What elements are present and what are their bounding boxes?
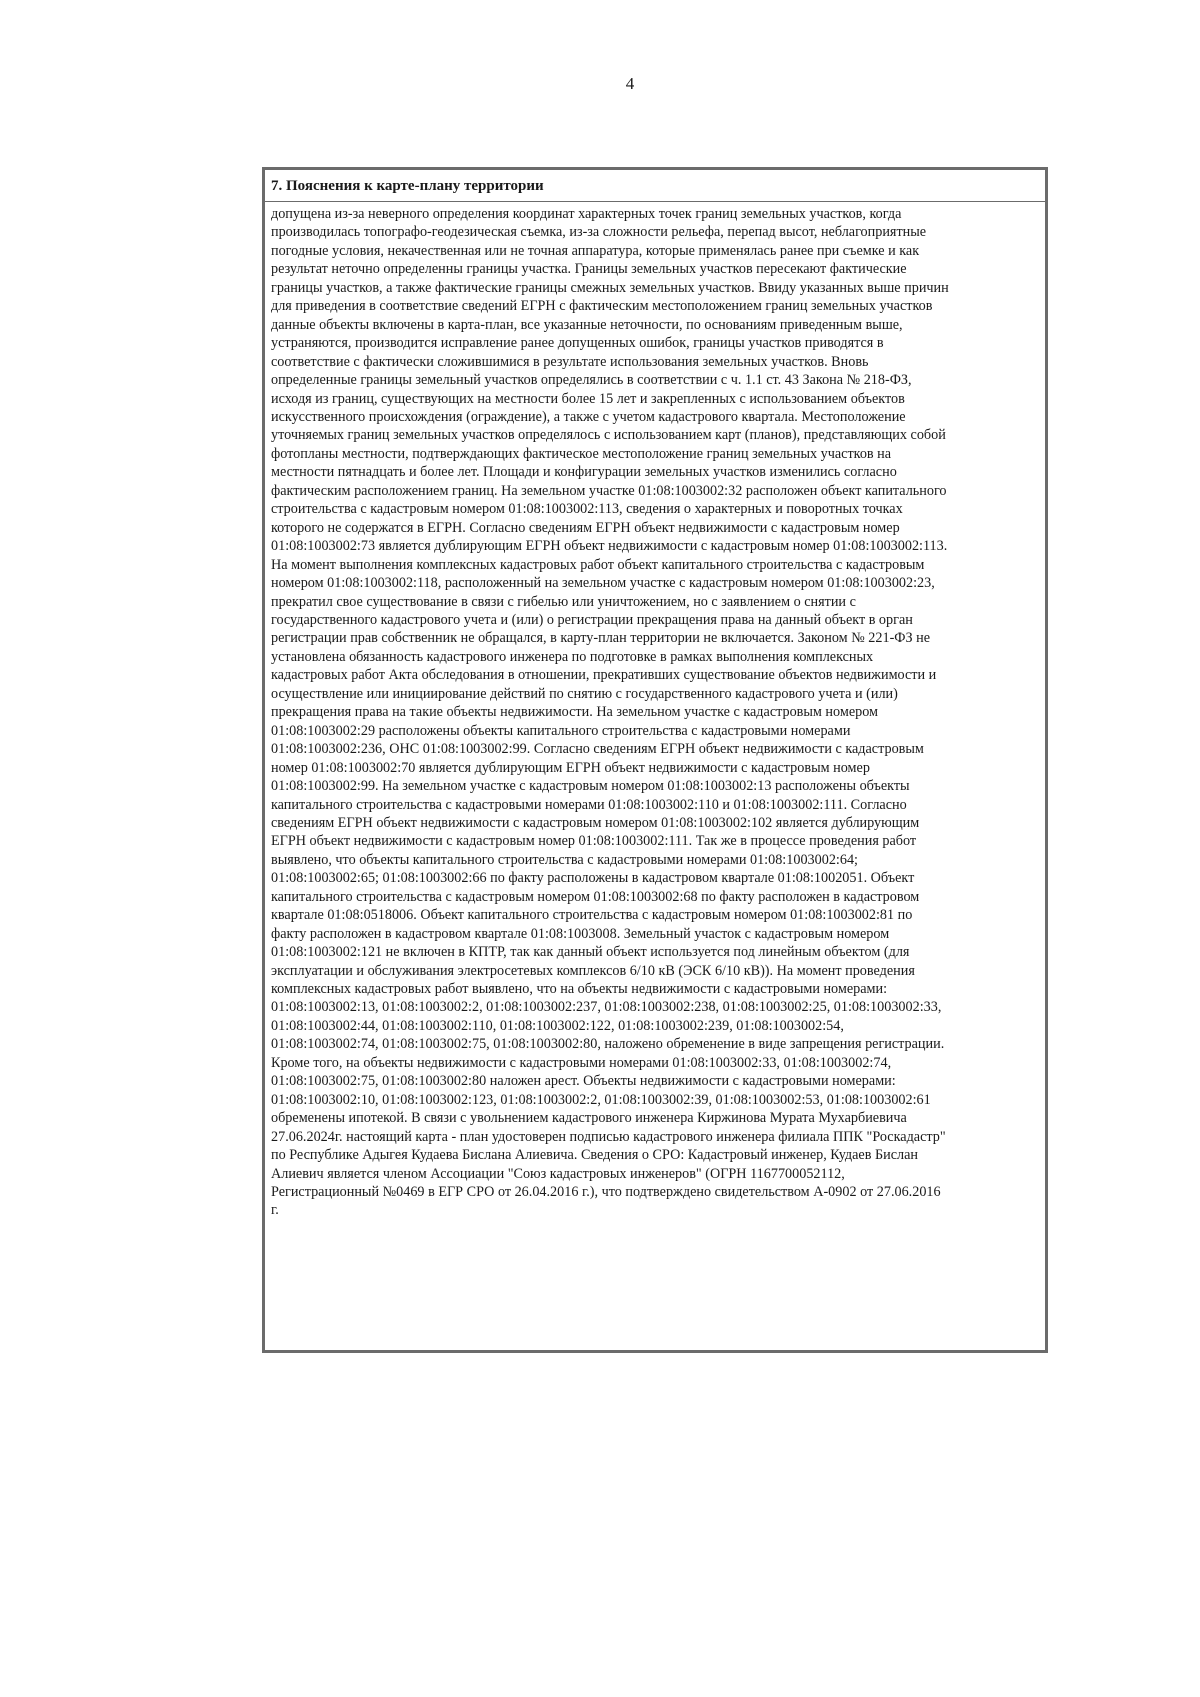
text-line: границы участков, а также фактические границы смежных земельных участков. Ввиду указанных выше причин <box>271 279 949 296</box>
text-line: соответствие с фактически сложившимися в результате использования земельных участков. Вновь <box>271 353 869 370</box>
text-line: строительства с кадастровым номером 01:08:1003002:113, сведения о характерных и поворотных точках <box>271 501 903 518</box>
text-line: результат неточно определенны границы участка. Границы земельных участков пересекают фактические <box>271 261 907 278</box>
text-line: прекратил свое существование в связи с гибелью или уничтожением, но с заявлением о снятии с <box>271 593 856 610</box>
text-line: квартале 01:08:0518006. Объект капитального строительства с кадастровым номером 01:08:1003002:81 по <box>271 907 913 924</box>
text-line: номером 01:08:1003002:118, расположенный на земельном участке с кадастровым номером 01:08:1003002:23, <box>271 575 935 592</box>
text-line: 01:08:1003002:10, 01:08:1003002:123, 01:08:1003002:2, 01:08:1003002:39, 01:08:1003002:53, 01:08:1003002:61 <box>271 1091 931 1108</box>
text-line: устраняются, производится исправление ранее допущенных ошибок, границы участков приводятся в <box>271 335 884 352</box>
text-line: капитального строительства с кадастровыми номерами 01:08:1003002:110 и 01:08:1003002:111. Согласно <box>271 796 907 813</box>
text-line: капитального строительства с кадастровым номером 01:08:1003002:68 по факту расположен в кадастровом <box>271 888 920 905</box>
text-line: 01:08:1003002:236, ОНС 01:08:1003002:99. Согласно сведениям ЕГРН объект недвижимости с кадастровым <box>271 741 924 758</box>
text-line: определенные границы земельный участков определялись в соответствии с ч. 1.1 ст. 43 Закона № 218-ФЗ, <box>271 372 912 389</box>
text-line: 27.06.2024г. настоящий карта - план удостоверен подписью кадастрового инженера филиала ППК "Роскадастр" <box>271 1128 946 1145</box>
text-line: Кроме того, на объекты недвижимости с кадастровыми номерами 01:08:1003002:33, 01:08:1003002:74, <box>271 1054 892 1071</box>
section-frame <box>262 167 1048 1353</box>
text-line: государственного кадастрового учета и (или) о регистрации прекращения права на данный объект в орган <box>271 611 913 628</box>
text-line: выявлено, что объекты капитального строительства с кадастровыми номерами 01:08:1003002:64; <box>271 851 858 868</box>
text-line: обременены ипотекой. В связи с увольнением кадастрового инженера Киржинова Мурата Мухарбиевича <box>271 1110 907 1127</box>
text-line: которого не содержатся в ЕГРН. Согласно сведениям ЕГРН объект недвижимости с кадастровым номер <box>271 519 900 536</box>
text-line: Алиевич является членом Ассоциации "Союз кадастровых инженеров" (ОГРН 1167700052112, <box>271 1165 845 1182</box>
text-line: данные объекты включены в карта-план, все указанные неточности, по основаниям приведенным выше, <box>271 316 903 333</box>
text-line: сведениям ЕГРН объект недвижимости с кадастровым номером 01:08:1003002:102 является дублирующим <box>271 814 920 831</box>
text-line: 01:08:1003002:74, 01:08:1003002:75, 01:08:1003002:80, наложено обременение в виде запрещения регистрации. <box>271 1036 945 1053</box>
text-line: для приведения в соответствие сведений ЕГРН с фактическим местоположением границ земельных участков <box>271 298 933 315</box>
text-line: производилась топографо-геодезическая съемка, из-за сложности рельефа, перепад высот, неблагоприятные <box>271 224 927 241</box>
text-line: 01:08:1003002:65; 01:08:1003002:66 по факту расположены в кадастровом квартале 01:08:1002051. Объект <box>271 870 915 887</box>
text-line: 01:08:1003002:99. На земельном участке с кадастровым номером 01:08:1003002:13 расположены объекты <box>271 778 910 795</box>
text-line: искусственного происхождения (ограждение), а также с учетом кадастрового квартала. Местоположение <box>271 408 906 425</box>
text-line: 01:08:1003002:44, 01:08:1003002:110, 01:08:1003002:122, 01:08:1003002:239, 01:08:1003002:54, <box>271 1017 844 1034</box>
text-line: регистрации прав собственник не обращался, в карту-план территории не включается. Законом № 221-ФЗ не <box>271 630 931 647</box>
section-title: 7. Пояснения к карте-плану территории <box>265 170 1045 202</box>
text-line: эксплуатации и обслуживания электросетевых комплексов 6/10 кВ (ЭСК 6/10 кВ)). На момент проведения <box>271 962 915 979</box>
page-number: 4 <box>625 74 635 93</box>
text-line: установлена обязанность кадастрового инженера по подготовке в рамках выполнения комплексных <box>271 648 874 665</box>
text-line: местности пятнадцать и более лет. Площади и конфигурации земельных участков изменились согласно <box>271 464 897 481</box>
text-line: На момент выполнения комплексных кадастровых работ объект капитального строительства с кадастровым <box>271 556 925 573</box>
text-line: осуществление или инициирование действий по снятию с государственного кадастрового учета и (или) <box>271 685 898 702</box>
text-line: 01:08:1003002:73 является дублирующим ЕГРН объект недвижимости с кадастровым номер 01:08:1003002:113. <box>271 538 948 555</box>
text-line: номер 01:08:1003002:70 является дублирующим ЕГРН объект недвижимости с кадастровым номер <box>271 759 870 776</box>
text-line: 01:08:1003002:29 расположены объекты капитального строительства с кадастровыми номерами <box>271 722 851 739</box>
text-line: г. <box>271 1202 279 1219</box>
text-line: погодные условия, некачественная или не точная аппаратура, которые применялась ранее при съемке и как <box>271 242 920 259</box>
text-line: допущена из-за неверного определения координат характерных точек границ земельных участков, когда <box>271 206 902 222</box>
text-line: 01:08:1003002:13, 01:08:1003002:2, 01:08:1003002:237, 01:08:1003002:238, 01:08:1003002:25, 01:08:1003002:33, <box>271 999 942 1016</box>
text-line: фактическим расположением границ. На земельном участке 01:08:1003002:32 расположен объект капитального <box>271 482 947 499</box>
text-line: комплексных кадастровых работ выявлено, что на объекты недвижимости с кадастровыми номерами: <box>271 981 888 998</box>
text-line: ЕГРН объект недвижимости с кадастровым номер 01:08:1003002:111. Так же в процессе проведения работ <box>271 833 917 850</box>
text-line: Регистрационный №0469 в ЕГР СРО от 26.04.2016 г.), что подтверждено свидетельством А-0902 от 27.06.2016 <box>271 1184 941 1201</box>
text-line: кадастровых работ Акта обследования в отношении, прекративших существование объектов недвижимости и <box>271 667 937 684</box>
text-line: прекращения права на такие объекты недвижимости. На земельном участке с кадастровым номером <box>271 704 879 721</box>
text-line: 01:08:1003002:121 не включен в КПТР, так как данный объект используется под линейным объектом (для <box>271 944 910 961</box>
text-line: по Республике Адыгея Кудаева Бислана Алиевича. Сведения о СРО: Кадастровый инженер, Кудаев Бислан <box>271 1147 918 1164</box>
text-line: исходя из границ, существующих на местности более 15 лет и закрепленных с использованием объектов <box>271 390 905 407</box>
text-line: фотопланы местности, подтверждающих фактическое местоположение границ земельных участков на <box>271 445 892 462</box>
section-body <box>265 202 1045 1220</box>
text-line: 01:08:1003002:75, 01:08:1003002:80 наложен арест. Объекты недвижимости с кадастровыми номерами: <box>271 1073 896 1090</box>
text-line: уточняемых границ земельных участков определялось с использованием карт (планов), представляющих собой <box>271 427 946 444</box>
text-line: факту расположен в кадастровом квартале 01:08:1003008. Земельный участок с кадастровым номером <box>271 925 890 942</box>
